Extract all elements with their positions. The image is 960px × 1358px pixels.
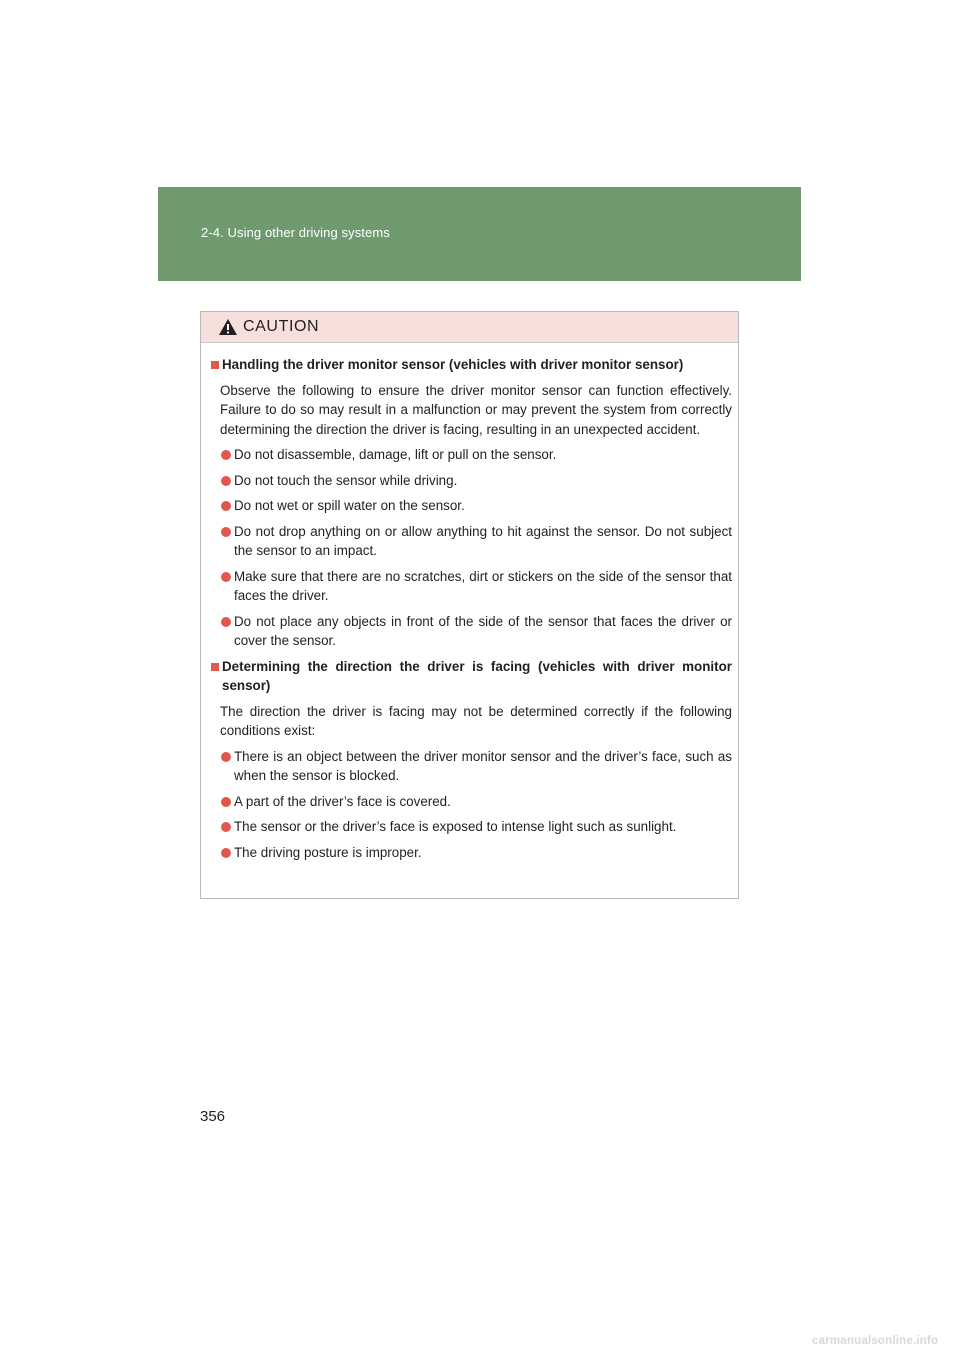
list-item-text: Make sure that there are no scratches, dirt or stickers on the side of the sensor that faces the driver. [234, 568, 732, 603]
caution-box [200, 311, 739, 899]
list-item-text: Do not wet or spill water on the sensor. [234, 498, 465, 513]
list-item [211, 817, 732, 837]
caution-header [201, 312, 738, 343]
list-item [211, 471, 732, 491]
watermark: carmanualsonline.info [812, 1335, 939, 1347]
caution-body [201, 343, 738, 862]
section-heading [211, 657, 732, 696]
list-item [211, 792, 732, 812]
warning-triangle-icon [218, 318, 238, 336]
list-item-text: The driving posture is improper. [234, 844, 422, 860]
round-bullet-icon [221, 450, 231, 460]
square-bullet-icon [211, 663, 219, 671]
section-heading-text: Determining the direction the driver is facing (vehicles with driver monitor sensor) [222, 658, 732, 693]
section-header-band [158, 187, 801, 281]
section-title: 2-4. Using other driving systems [201, 225, 390, 240]
round-bullet-icon [221, 848, 231, 858]
list-item-text: Do not drop anything on or allow anything to hit against the sensor. Do not subject the sensor to an impact. [234, 523, 732, 558]
caution-label: CAUTION [243, 318, 320, 335]
list-item [211, 522, 732, 561]
list-item-text: There is an object between the driver monitor sensor and the driver’s face, such as when the sensor is blocked. [234, 748, 732, 783]
list-item-text: Do not touch the sensor while driving. [234, 472, 458, 488]
list-item-text: The sensor or the driver’s face is exposed to intense light such as sunlight. [234, 819, 677, 834]
list-item [211, 612, 732, 651]
round-bullet-icon [221, 476, 231, 486]
list-item-text: A part of the driver’s face is covered. [234, 793, 451, 809]
section-paragraph: Observe the following to ensure the driver monitor sensor can function effectively. Failure to do so may result in a malfunction or may prevent the system from correctly determining the direction the driver is facing, resulting in an unexpected accident. [220, 382, 732, 437]
page-number: 356 [200, 1108, 226, 1125]
round-bullet-icon [221, 822, 231, 832]
round-bullet-icon [221, 797, 231, 807]
section-paragraph: The direction the driver is facing may not be determined correctly if the following conditions exist: [220, 703, 732, 738]
list-item [211, 747, 732, 786]
list-item-text: Do not place any objects in front of the side of the sensor that faces the driver or cover the sensor. [234, 613, 732, 648]
round-bullet-icon [221, 752, 231, 762]
round-bullet-icon [221, 617, 231, 627]
section-heading-text: Handling the driver monitor sensor (vehicles with driver monitor sensor) [222, 357, 684, 372]
list-item [211, 496, 732, 516]
list-item [211, 843, 732, 863]
section-heading [211, 355, 732, 375]
square-bullet-icon [211, 361, 219, 369]
list-item [211, 445, 732, 465]
list-item-text: Do not disassemble, damage, lift or pull on the sensor. [234, 447, 557, 462]
round-bullet-icon [221, 572, 231, 582]
round-bullet-icon [221, 527, 231, 537]
list-item [211, 567, 732, 606]
round-bullet-icon [221, 501, 231, 511]
